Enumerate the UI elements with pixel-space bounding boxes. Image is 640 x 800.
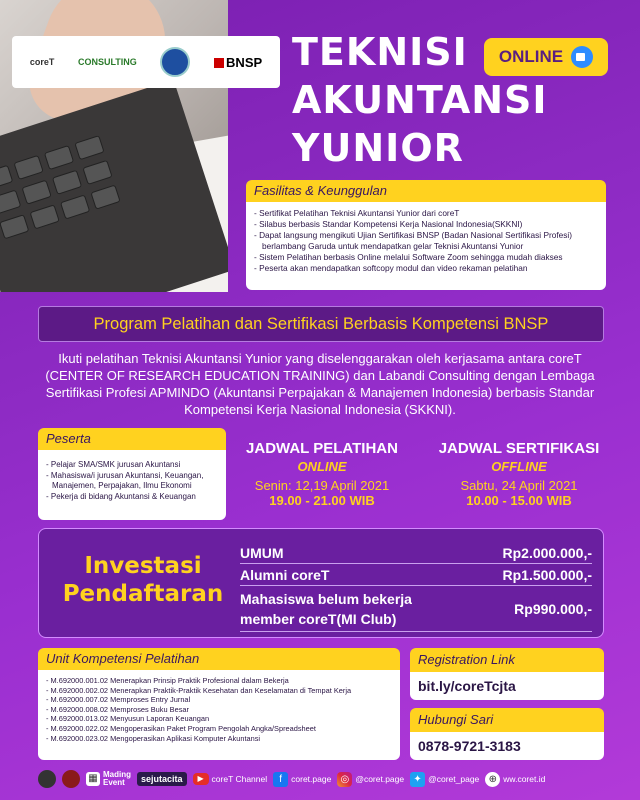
jadwal-pelatihan-time: 19.00 - 21.00 WIB	[269, 493, 375, 508]
list-item: - Pekerja di bidang Akuntansi & Keuangan	[46, 491, 196, 501]
fasilitas-heading: Fasilitas & Keunggulan	[246, 180, 606, 202]
apmindo-seal	[160, 47, 190, 77]
sejutacita-logo: sejutacita	[137, 772, 187, 786]
footer-bar	[38, 766, 604, 792]
list-item: - Dapat langsung mengikuti Ujian Sertifikasi BNSP (Badan Nasional Sertifikasi Profesi)	[254, 230, 573, 240]
program-description: Ikuti pelatihan Teknisi Akuntansi Yunior yang diselenggarakan oleh kerjasama antara coreT (CENTER OF RESEARCH EDUCATION TRAINING) dan Labandi Consulting dengan Lembaga Sertifikasi Profesi APMINDO (Akuntansi Perpajakan & Manajemen Indonesia) berbasis Standar Kompetensi Kerja Nasional Indonesia (SKKNI).	[45, 351, 595, 417]
registration-heading: Registration Link	[410, 648, 604, 672]
instagram-link[interactable]: ◎ @coret.page	[337, 772, 404, 787]
youtube-link[interactable]: ▶ coreT Channel	[193, 773, 268, 785]
twitter-icon: ✦	[410, 772, 425, 787]
registration-link[interactable]: bit.ly/coreTcjta	[410, 672, 604, 700]
fasilitas-list	[246, 202, 606, 290]
partner-logos	[12, 36, 280, 88]
page-title: TEKNISI AKUNTANSI YUNIOR	[292, 30, 548, 170]
list-item: - M.692000.007.02 Memproses Entry Jurnal	[46, 695, 191, 705]
list-item: - Silabus berbasis Standar Kompetensi Kerja Nasional Indonesia(SKKNI)	[254, 219, 523, 229]
list-item: - M.692000.013.02 Menyusun Laporan Keuangan	[46, 714, 210, 724]
facebook-icon: f	[273, 772, 288, 787]
bnsp-logo: BNSP	[214, 55, 262, 70]
website-link[interactable]: ⊕ ww.coret.id	[485, 772, 545, 787]
mading-icon: ▦	[86, 772, 100, 786]
list-item: - M.692000.001.02 Menerapkan Prinsip Praktik Profesional dalam Bekerja	[46, 676, 289, 685]
price-row-umum: UMUM Rp2.000.000,-	[240, 542, 592, 564]
list-item: - Mahasiswa/i jurusan Akuntansi, Keuangan,	[46, 470, 204, 480]
jadwal-sertifikasi-mode: OFFLINE	[491, 459, 547, 474]
partner-round-logo-icon	[62, 770, 80, 788]
list-item: Manajemen, Perpajakan, Ilmu Ekonomi	[52, 481, 192, 490]
jadwal-pelatihan-date: Senin: 12,19 April 2021	[254, 478, 390, 493]
list-item: - M.692000.002.02 Menerapkan Praktik-Praktik Kesehatan dan Keselamatan di Tempat Kerja	[46, 685, 352, 695]
youtube-icon: ▶	[193, 773, 209, 785]
unit-list	[38, 670, 400, 760]
list-item: - Peserta akan mendapatkan softcopy modul dan video rekaman pelatihan	[254, 263, 528, 273]
mading-event-label: Mading Event	[103, 770, 131, 787]
investasi-title: Investasi Pendaftaran	[62, 553, 224, 607]
list-item: - Sertifikat Pelatihan Teknisi Akuntansi Yunior dari coreT	[254, 208, 460, 218]
twitter-link[interactable]: ✦ @coret_page	[410, 772, 479, 787]
list-item: - Pelajar SMA/SMK jurusan Akuntansi	[46, 460, 181, 469]
peserta-list	[38, 450, 226, 520]
facebook-link[interactable]: f coret.page	[273, 772, 331, 787]
globe-icon: ⊕	[485, 772, 500, 787]
coret-logo: coreT	[29, 57, 55, 67]
jadwal-sertifikasi-date: Sabtu, 24 April 2021	[460, 478, 578, 493]
jadwal-pelatihan-heading: JADWAL PELATIHAN	[246, 440, 398, 457]
zoom-camera-icon	[571, 46, 593, 68]
program-banner: Program Pelatihan dan Sertifikasi Berbasis Kompetensi BNSP	[38, 306, 604, 342]
price-row-alumni: Alumni coreT Rp1.500.000,-	[240, 564, 592, 586]
list-item: - M.692000.022.02 Mengoperasikan Paket Program Pengolah Angka/Spreadsheet	[46, 723, 316, 733]
coret-round-logo-icon	[38, 770, 56, 788]
list-item: berlambang Garuda untuk mendapatkan gelar Teknisi Akuntansi Yunior	[262, 241, 524, 251]
instagram-icon: ◎	[337, 772, 352, 787]
jadwal-pelatihan	[232, 440, 412, 508]
unit-heading: Unit Kompetensi Pelatihan	[38, 648, 400, 670]
jadwal-sertifikasi-time: 10.00 - 15.00 WIB	[466, 493, 572, 508]
jadwal-pelatihan-mode: ONLINE	[297, 459, 347, 474]
contact-heading: Hubungi Sari	[410, 708, 604, 732]
consulting-logo: CONSULTING	[77, 57, 137, 67]
list-item: - Sistem Pelatihan berbasis Online melalui Software Zoom sehingga mudah diakses	[254, 252, 563, 262]
peserta-heading: Peserta	[38, 428, 226, 450]
contact-phone[interactable]: 0878-9721-3183	[410, 732, 604, 760]
list-item: - M.692000.008.02 Memproses Buku Besar	[46, 704, 189, 714]
online-badge: ONLINE	[484, 38, 608, 76]
price-row-mahasiswa: Mahasiswa belum bekerja member coreT(MI Club) Rp990.000,-	[240, 588, 592, 632]
jadwal-sertifikasi-heading: JADWAL SERTIFIKASI	[438, 440, 600, 457]
list-item: - M.692000.023.02 Mengoperasikan Aplikasi Komputer Akuntansi	[46, 733, 261, 743]
jadwal-sertifikasi	[424, 440, 614, 508]
